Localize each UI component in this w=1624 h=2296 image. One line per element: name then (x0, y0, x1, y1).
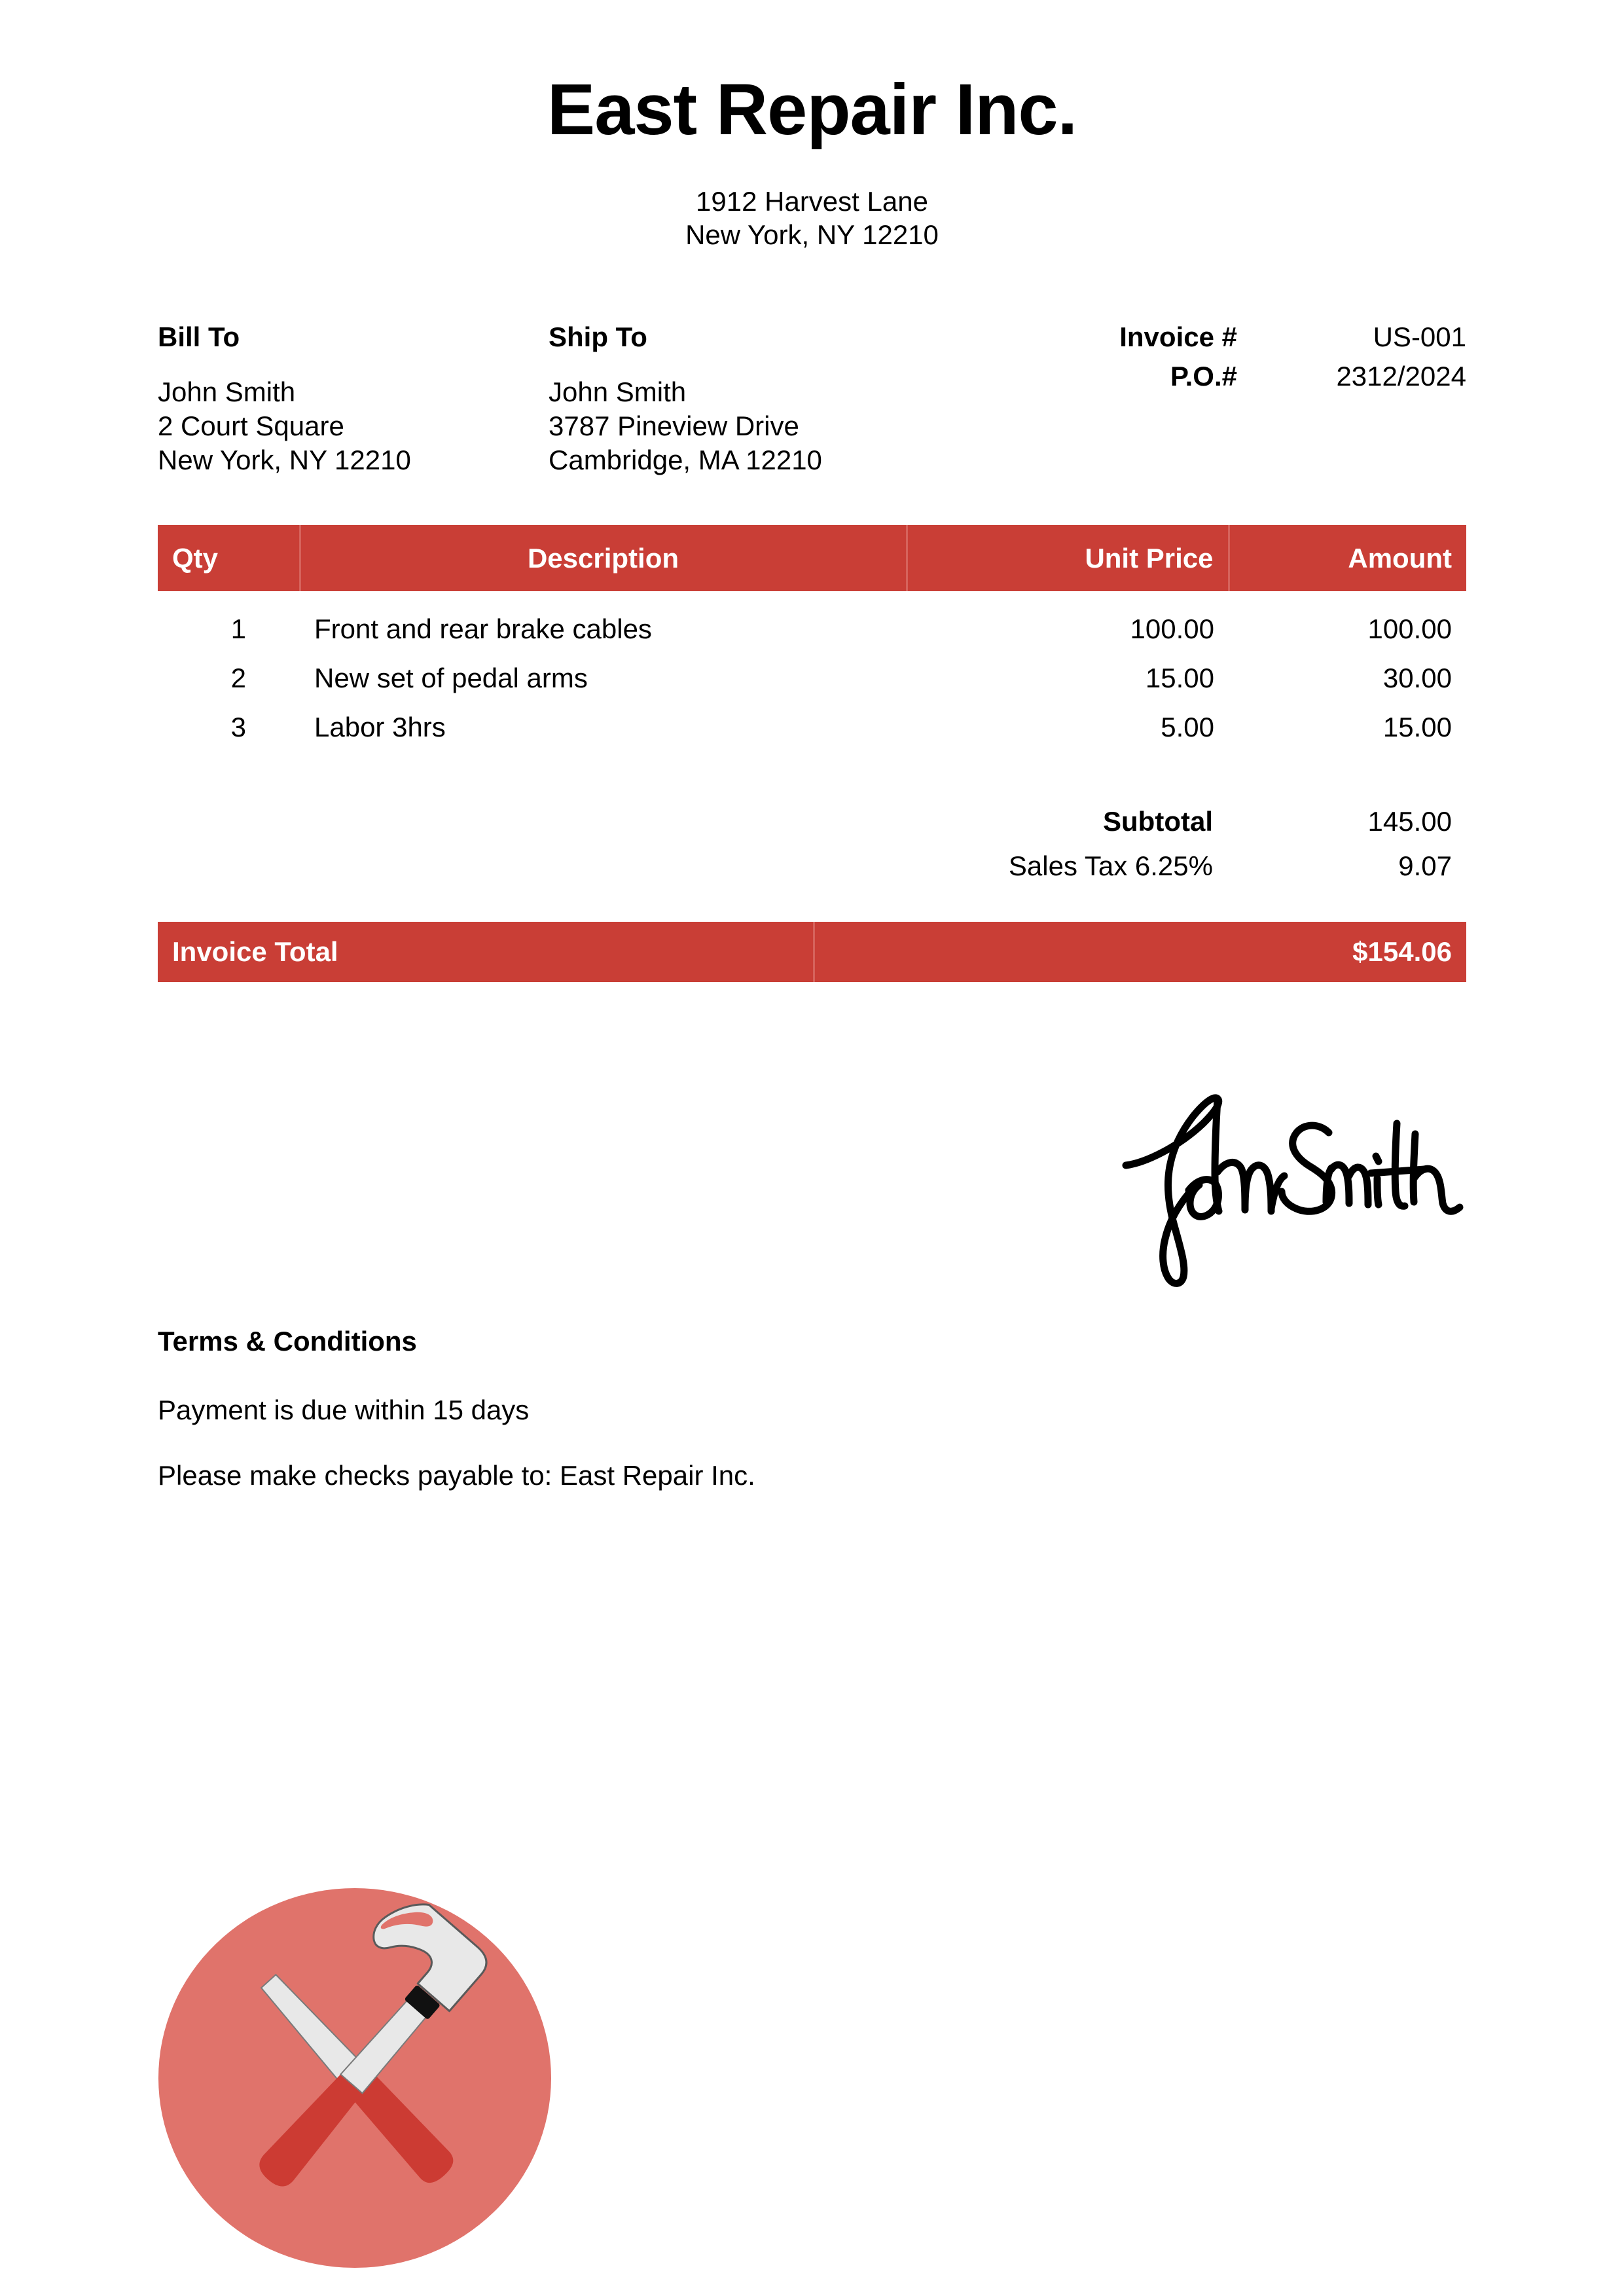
line-items-table (158, 525, 1466, 752)
company-name: East Repair Inc. (547, 69, 1077, 150)
bill-to-line-3: New York, NY 12210 (158, 445, 411, 476)
subtotal-value: 145.00 (1367, 806, 1452, 837)
ship-to-line-2: 3787 Pineview Drive (549, 410, 799, 442)
row-3-amount: 15.00 (1382, 711, 1452, 742)
parties-section (158, 320, 1466, 476)
sales-tax-value: 9.07 (1398, 850, 1452, 882)
row-3-unit-price: 5.00 (1161, 711, 1214, 742)
bill-to-line-1: John Smith (158, 376, 296, 408)
terms-section (158, 1326, 1074, 1525)
ship-to-line-1: John Smith (549, 376, 687, 408)
invoice-total-bar (158, 922, 1466, 982)
bill-to-line-2: 2 Court Square (158, 410, 344, 442)
column-header-description: Description (300, 525, 907, 591)
terms-line-2: Please make checks payable to: East Repair Inc. (158, 1460, 755, 1491)
ship-to-line-3: Cambridge, MA 12210 (549, 445, 822, 476)
row-3-qty: 3 (230, 711, 246, 742)
po-number-label: P.O.# (1170, 361, 1237, 392)
line-items-body (158, 591, 1466, 752)
company-address-line-2: New York, NY 12210 (685, 219, 939, 251)
table-row (158, 653, 1466, 702)
signature-image (1106, 1074, 1473, 1290)
terms-title: Terms & Conditions (158, 1326, 417, 1357)
subtotal-label: Subtotal (1103, 806, 1213, 837)
column-header-amount: Amount (1229, 525, 1466, 591)
row-1-unit-price: 100.00 (1130, 613, 1214, 644)
ship-to-title: Ship To (549, 321, 647, 352)
column-header-qty: Qty (158, 525, 300, 591)
table-row (158, 702, 1466, 752)
ship-to-block (549, 320, 822, 477)
po-number-row (1021, 359, 1466, 393)
row-3-description: Labor 3hrs (314, 711, 446, 742)
table-header-row (158, 525, 1466, 591)
row-2-amount: 30.00 (1382, 662, 1452, 693)
sales-tax-row (158, 850, 1466, 883)
sales-tax-label: Sales Tax 6.25% (1008, 850, 1213, 882)
terms-line-1: Payment is due within 15 days (158, 1394, 530, 1425)
invoice-number-label: Invoice # (1119, 321, 1237, 352)
line-items-header (158, 525, 1466, 591)
column-header-unit-price: Unit Price (907, 525, 1229, 591)
company-logo (145, 1888, 564, 2274)
po-number-value: 2312/2024 (1336, 361, 1466, 392)
row-2-unit-price: 15.00 (1145, 662, 1214, 693)
table-row (158, 591, 1466, 653)
row-1-qty: 1 (230, 613, 246, 644)
bill-to-block (158, 320, 411, 477)
invoice-total-value: $154.06 (1352, 936, 1452, 967)
row-1-amount: 100.00 (1367, 613, 1452, 644)
subtotal-row (158, 805, 1466, 838)
line-items-section (158, 525, 1466, 752)
invoice-number-row (1021, 320, 1466, 354)
bill-to-title: Bill To (158, 321, 240, 352)
invoice-meta-block (1021, 320, 1466, 399)
company-address (0, 185, 1624, 251)
totals-section (158, 805, 1466, 895)
invoice-number-value: US-001 (1373, 321, 1466, 352)
row-2-qty: 2 (230, 662, 246, 693)
invoice-total-label: Invoice Total (158, 922, 815, 982)
company-address-line-1: 1912 Harvest Lane (696, 186, 928, 217)
row-2-description: New set of pedal arms (314, 662, 588, 693)
row-1-description: Front and rear brake cables (314, 613, 652, 644)
